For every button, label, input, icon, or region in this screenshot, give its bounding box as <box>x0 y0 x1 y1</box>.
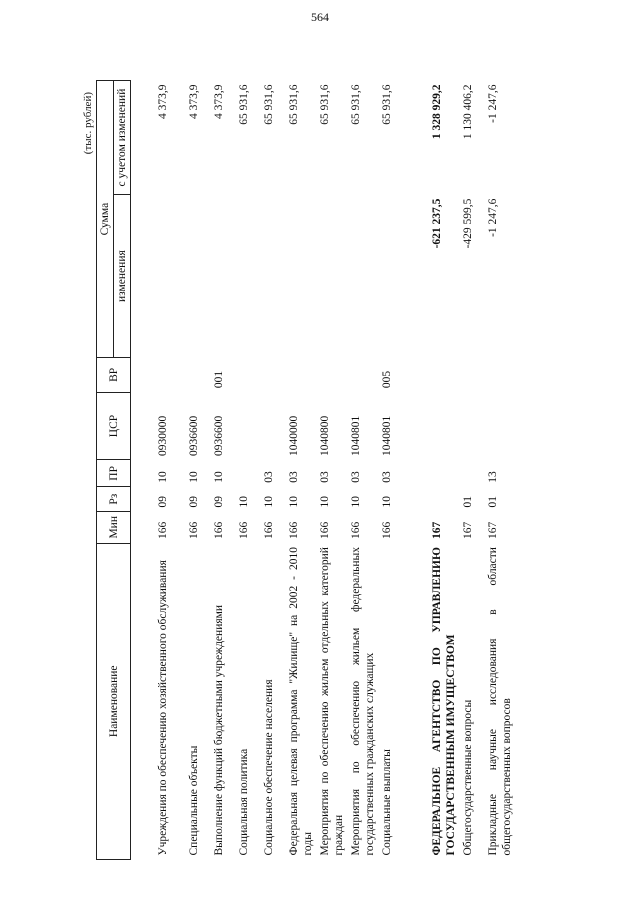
cell-pr: 10 <box>156 471 169 483</box>
cell-rz: 09 <box>156 496 169 508</box>
page-number: 564 <box>311 10 329 24</box>
header-pr: ПР <box>97 460 131 487</box>
header-vr: ВР <box>97 358 131 392</box>
cell-name: Социальные выплаты <box>380 749 393 856</box>
cell-change <box>156 195 187 358</box>
cell-total: 65 931,6 <box>318 84 331 125</box>
cell-pr: 03 <box>318 471 331 483</box>
cell-name: Социальное обеспечение населения <box>262 679 275 856</box>
table-row <box>349 81 380 860</box>
cell-pr <box>237 460 262 487</box>
cell-csr <box>430 392 461 460</box>
table-row <box>430 81 461 860</box>
cell-total: 1 130 406,2 <box>461 84 474 140</box>
cell-csr: 0936600 <box>212 415 225 456</box>
cell-csr <box>262 392 287 460</box>
cell-rz: 01 <box>486 496 499 508</box>
cell-total: 4 373,9 <box>156 84 169 119</box>
header-sum: Сумма <box>97 81 114 358</box>
cell-csr <box>237 392 262 460</box>
table-row <box>287 81 318 860</box>
cell-csr <box>461 392 486 460</box>
cell-change <box>237 195 262 358</box>
cell-total: 65 931,6 <box>349 84 362 125</box>
cell-change <box>380 195 405 358</box>
cell-csr: 1040800 <box>318 415 331 456</box>
cell-change: -1 247,6 <box>486 198 499 237</box>
cell-csr: 1040801 <box>349 415 362 456</box>
cell-total: -1 247,6 <box>486 84 499 123</box>
cell-rz: 09 <box>212 496 225 508</box>
cell-total: 4 373,9 <box>212 84 225 119</box>
cell-name: Общегосударственные вопросы <box>461 699 474 856</box>
cell-vr <box>187 358 212 392</box>
cell-pr: 03 <box>380 471 393 483</box>
table-row <box>380 81 405 860</box>
cell-change <box>187 195 212 358</box>
cell-pr: 10 <box>212 471 225 483</box>
cell-min: 166 <box>237 521 250 540</box>
cell-vr <box>318 358 349 392</box>
cell-vr <box>262 358 287 392</box>
cell-name: Мероприятия по обеспечению жильем федеральных государственных гражданских служащих <box>349 547 376 856</box>
cell-vr <box>430 358 461 392</box>
cell-csr: 1040801 <box>380 415 393 456</box>
cell-pr: 10 <box>187 471 200 483</box>
header-min: Мин <box>97 512 131 544</box>
header-csr: ЦСР <box>97 392 131 460</box>
cell-min: 166 <box>287 521 300 540</box>
cell-change <box>262 195 287 358</box>
table-body <box>131 81 517 860</box>
cell-pr: 03 <box>349 471 362 483</box>
cell-min: 167 <box>430 521 443 540</box>
header-rz: Рз <box>97 487 131 512</box>
cell-name: Выполнение функций бюджетными учреждениями <box>212 604 225 856</box>
cell-total: 65 931,6 <box>380 84 393 125</box>
cell-vr <box>287 358 318 392</box>
cell-total: 65 931,6 <box>262 84 275 125</box>
cell-change: -429 599,5 <box>461 198 474 249</box>
table-row <box>237 81 262 860</box>
cell-name: Социальная политика <box>237 748 250 856</box>
table-row <box>212 81 237 860</box>
cell-change <box>318 195 349 358</box>
cell-vr <box>461 358 486 392</box>
cell-min: 166 <box>156 521 169 540</box>
cell-rz <box>430 487 461 512</box>
cell-pr: 03 <box>262 471 275 483</box>
cell-name: Специальные объекты <box>187 745 200 856</box>
cell-name: Прикладные научные исследования в области общегосударственных вопросов <box>486 547 513 856</box>
cell-min: 166 <box>318 521 331 540</box>
cell-name: ФЕДЕРАЛЬНОЕ АГЕНТСТВО ПО УПРАВЛЕНИЮ ГОСУДАРСТВЕННЫМ ИМУЩЕСТВОМ <box>430 547 457 856</box>
cell-pr: 13 <box>486 471 499 483</box>
cell-name: Мероприятия по обеспечению жильем отдельных категорий граждан <box>318 547 345 856</box>
budget-table <box>96 80 517 860</box>
cell-pr <box>430 460 461 487</box>
cell-min: 166 <box>262 521 275 540</box>
cell-rz: 10 <box>287 496 300 508</box>
cell-csr: 1040000 <box>287 415 300 456</box>
table-header <box>97 81 131 860</box>
cell-total: 1 328 929,2 <box>430 84 443 140</box>
cell-total: 4 373,9 <box>187 84 200 119</box>
table-row <box>486 81 517 860</box>
cell-pr <box>461 460 486 487</box>
cell-rz: 01 <box>461 496 474 508</box>
rotated-table-page <box>80 80 560 860</box>
cell-min: 166 <box>187 521 200 540</box>
cell-csr: 0930000 <box>156 415 169 456</box>
cell-name: Федеральная целевая программа "Жилище" на 2002 - 2010 годы <box>287 547 314 856</box>
cell-total: 65 931,6 <box>237 84 250 125</box>
cell-min: 166 <box>349 521 362 540</box>
cell-vr: 001 <box>212 370 225 389</box>
cell-change <box>349 195 380 358</box>
table-row <box>318 81 349 860</box>
cell-vr: 005 <box>380 370 393 389</box>
cell-rz: 10 <box>262 496 275 508</box>
cell-csr <box>486 392 517 460</box>
cell-vr <box>486 358 517 392</box>
cell-rz: 10 <box>318 496 331 508</box>
cell-change: -621 237,5 <box>430 198 443 249</box>
cell-min: 167 <box>461 521 474 540</box>
table-row <box>262 81 287 860</box>
table-row <box>461 81 486 860</box>
cell-vr <box>349 358 380 392</box>
cell-rz: 10 <box>237 496 250 508</box>
cell-name: Учреждения по обеспечению хозяйственного обслуживания <box>156 560 169 856</box>
cell-min: 166 <box>212 521 225 540</box>
cell-rz: 09 <box>187 496 200 508</box>
cell-vr <box>156 358 187 392</box>
cell-total: 65 931,6 <box>287 84 300 125</box>
cell-rz: 10 <box>349 496 362 508</box>
header-name: Наименование <box>97 543 131 859</box>
cell-vr <box>237 358 262 392</box>
cell-min: 166 <box>380 521 393 540</box>
cell-pr: 03 <box>287 471 300 483</box>
cell-change <box>287 195 318 358</box>
cell-min: 167 <box>486 521 499 540</box>
cell-rz: 10 <box>380 496 393 508</box>
cell-change <box>212 195 237 358</box>
table-row <box>156 81 187 860</box>
cell-csr: 0936600 <box>187 415 200 456</box>
header-total: с учетом изменений <box>114 81 131 195</box>
units-label: (тыс. рублей) <box>82 92 94 155</box>
header-changes: изменения <box>114 195 131 358</box>
table-row <box>187 81 212 860</box>
